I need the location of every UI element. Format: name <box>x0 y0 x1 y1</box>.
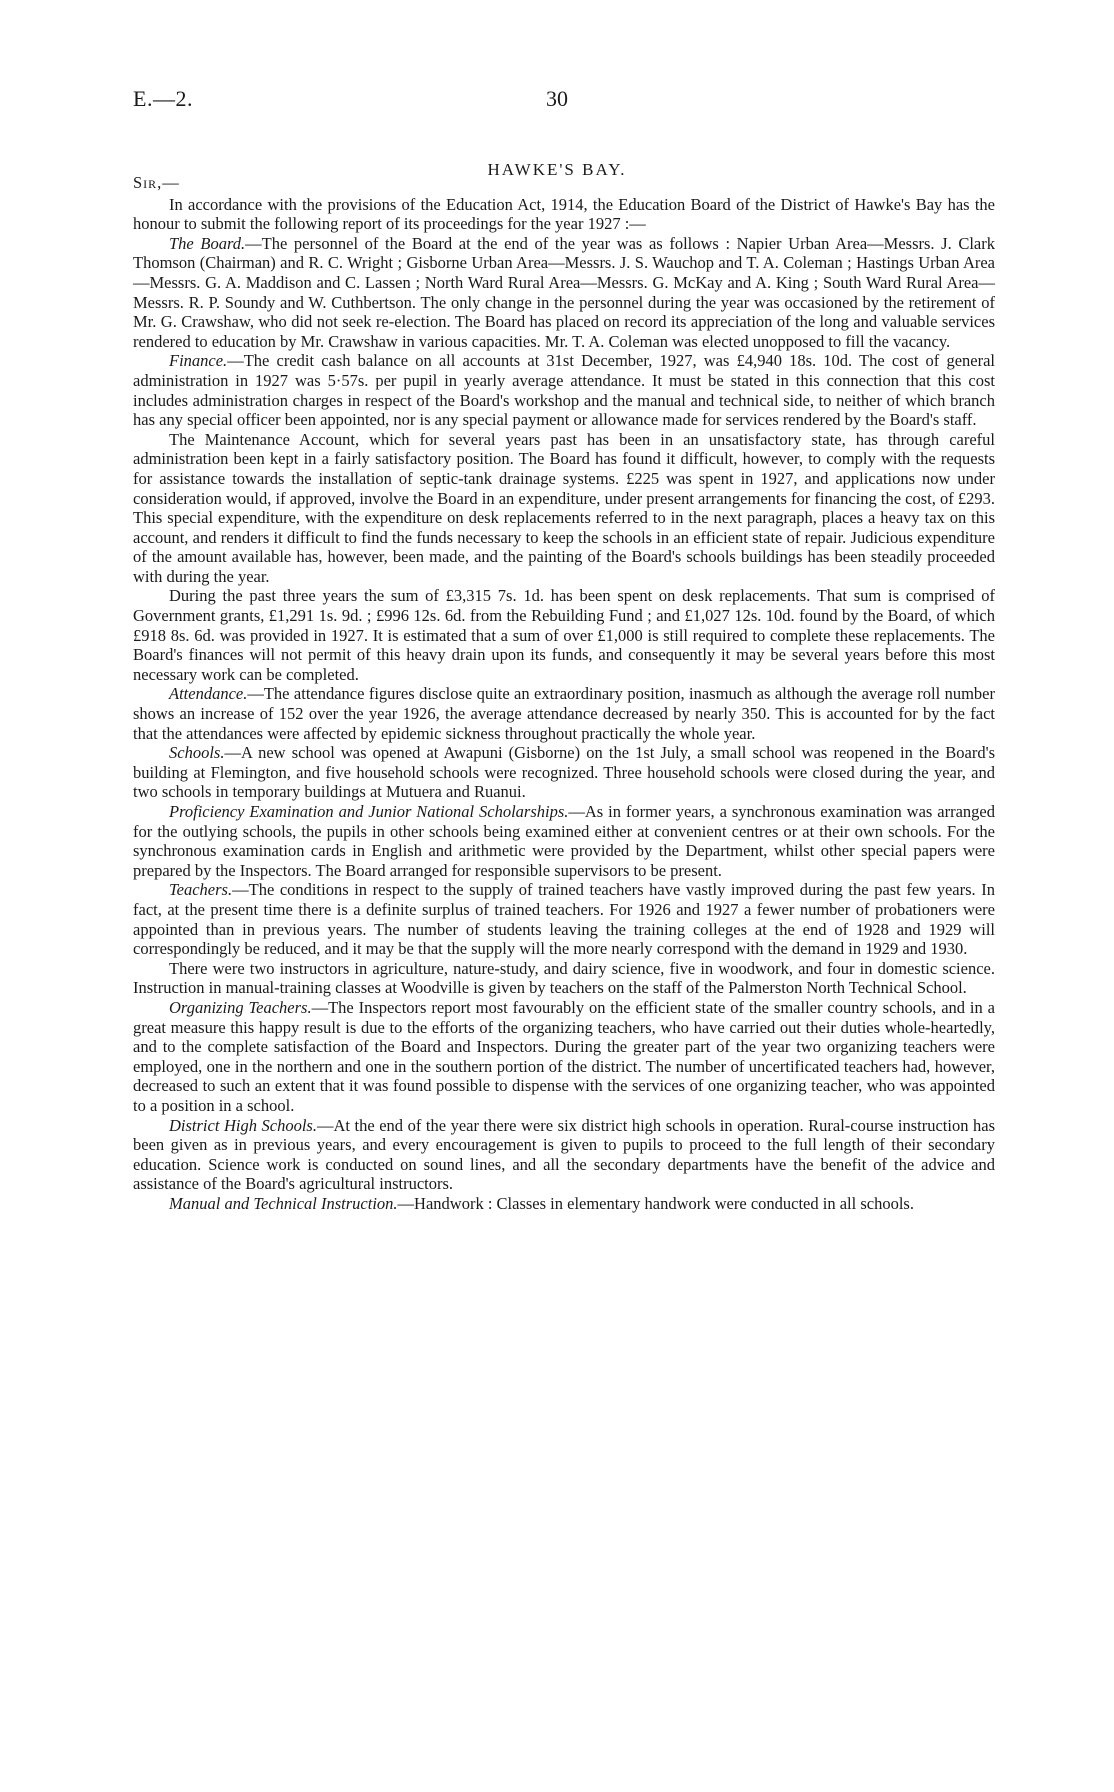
page-number: 30 <box>546 86 568 111</box>
section-heading: Teachers. <box>169 880 233 900</box>
section-heading: Manual and Technical Instruction. <box>169 1193 398 1213</box>
salutation: Sir,— <box>133 173 180 192</box>
section-heading: Finance. <box>169 351 228 371</box>
paragraph-district-high-schools: District High Schools.—At the end of the year there were six district high schools in operation. Rural-course instruction has been given as in previous years, and every encouragement is given to pupils to proceed to the full length of their secondary education. Science work is conducted on sound lines, and all the secondary departments have the benefit of the advice and assistance of the Board's agricultural instructors. <box>133 1115 995 1194</box>
paragraph-finance: Finance.—The credit cash balance on all accounts at 31st December, 1927, was £4,940 18s. 10d. The cost of general administration in 1927 was 5·57s. per pupil in yearly average attendance. It must be stated in this connection that this cost includes administration charges in respect of the Board's workshop and the manual and technical side, to neither of which branch has any special officer been appointed, nor is any special payment or allowance made for services rendered by the Board's staff. <box>133 351 995 430</box>
section-heading: Attendance. <box>169 684 248 704</box>
document-reference: E.—2. <box>133 86 193 111</box>
paragraph-teachers: Teachers.—The conditions in respect to the supply of trained teachers have vastly improved during the past few years. In fact, at the present time there is a definite surplus of trained teachers. For 1926 and 1927 a fewer number of probationers were appointed than in previous years. The number of students leaving the training colleges at the end of 1928 and 1929 will correspondingly be reduced, and it may be that the supply will the more nearly correspond with the demand in 1929 and 1930. <box>133 880 995 959</box>
paragraph-desk-replacements: During the past three years the sum of £3,315 7s. 1d. has been spent on desk replacements. That sum is comprised of Government grants, £1,291 1s. 9d. ; £996 12s. 6d. from the Rebuilding Fund ; and £1,027 12s. 10d. found by the Board, of which £918 8s. 6d. was provided in 1927. It is estimated that a sum of over £1,000 is still required to complete these replacements. The Board's finances will not permit of this heavy drain upon its funds, and consequently it may be several years before this most necessary work can be completed. <box>133 586 995 684</box>
section-heading: District High Schools. <box>169 1115 317 1135</box>
paragraph-organizing-teachers: Organizing Teachers.—The Inspectors report most favourably on the efficient state of the smaller country schools, and in a great measure this happy result is due to the efforts of the organizing teachers, who have carried out their duties whole-heartedly, and to the complete satisfaction of the Board and Inspectors. During the greater part of the year two organizing teachers were employed, one in the northern and one in the southern portion of the district. The number of uncertificated teachers had, however, decreased to such an extent that it was found possible to dispense with the services of one organizing teacher, who was appointed to a position in a school. <box>133 997 995 1115</box>
paragraph-instructors: There were two instructors in agriculture, nature-study, and dairy science, five in woodwork, and four in domestic science. Instruction in manual-training classes at Woodville is given by teachers on the staff of the Palmerston North Technical School. <box>133 958 995 998</box>
section-heading: Organizing Teachers. <box>169 997 312 1017</box>
paragraph-intro: In accordance with the provisions of the Education Act, 1914, the Education Board of the District of Hawke's Bay has the honour to submit the following report of its proceedings for the year 1927 :— <box>133 194 995 234</box>
section-heading: The Board. <box>169 233 246 253</box>
section-heading: Schools. <box>169 743 225 763</box>
report-body <box>133 173 995 1213</box>
page-title: HAWKE'S BAY. <box>487 160 627 179</box>
paragraph-attendance: Attendance.—The attendance figures disclose quite an extraordinary position, inasmuch as although the average roll number shows an increase of 152 over the year 1926, the average attendance decreased by nearly 350. This is accounted for by the fact that the attendances were affected by epidemic sickness throughout practically the whole year. <box>133 684 995 743</box>
paragraph-board: The Board.—The personnel of the Board at the end of the year was as follows : Napier Urban Area—Messrs. J. Clark Thomson (Chairman) and R. C. Wright ; Gisborne Urban Area—Messrs. J. S. Wauchop and T. A. Coleman ; Hastings Urban Area—Messrs. G. A. Maddison and C. Lassen ; North Ward Rural Area—Messrs. G. McKay and A. King ; South Ward Rural Area—Messrs. R. P. Soundy and W. Cuthbertson. The only change in the personnel during the year was occasioned by the retirement of Mr. G. Crawshaw, who did not seek re-election. The Board has placed on record its appreciation of the long and valuable services rendered to education by Mr. Crawshaw in various capacities. Mr. T. A. Coleman was elected unopposed to fill the vacancy. <box>133 233 995 351</box>
paragraph-schools: Schools.—A new school was opened at Awapuni (Gisborne) on the 1st July, a small school was reopened in the Board's building at Flemington, and five household schools were recognized. Three household schools were closed during the year, and two schools in temporary buildings at Mutuera and Ruanui. <box>133 743 995 802</box>
section-heading: Proficiency Examination and Junior National Scholarships. <box>169 802 569 821</box>
paragraph-maintenance: The Maintenance Account, which for several years past has been in an unsatisfactory state, has through careful administration been kept in a fairly satisfactory position. The Board has found it difficult, however, to comply with the requests for assistance towards the installation of septic-tank drainage systems. £225 was spent in 1927, and applications now under consideration would, if approved, involve the Board in an expenditure, under present arrangements for financing the cost, of £293. This special expenditure, with the expenditure on desk replacements referred to in the next paragraph, places a heavy tax on this account, and renders it difficult to find the funds necessary to keep the schools in an efficient state of repair. Judicious expenditure of the amount available has, however, been made, and the painting of the Board's schools buildings has been steadily proceeded with during the year. <box>133 429 995 586</box>
paragraph-proficiency: Proficiency Examination and Junior National Scholarships.—As in former years, a synchronous examination was arranged for the outlying schools, the pupils in other schools being examined either at convenient centres or at their own schools. For the synchronous examination cards in English and arithmetic were provided by the Department, whilst other special papers were prepared by the Inspectors. The Board arranged for responsible supervisors to be present. <box>133 802 995 880</box>
paragraph-manual-technical: Manual and Technical Instruction.—Handwork : Classes in elementary handwork were conducted in all schools. <box>169 1193 914 1213</box>
